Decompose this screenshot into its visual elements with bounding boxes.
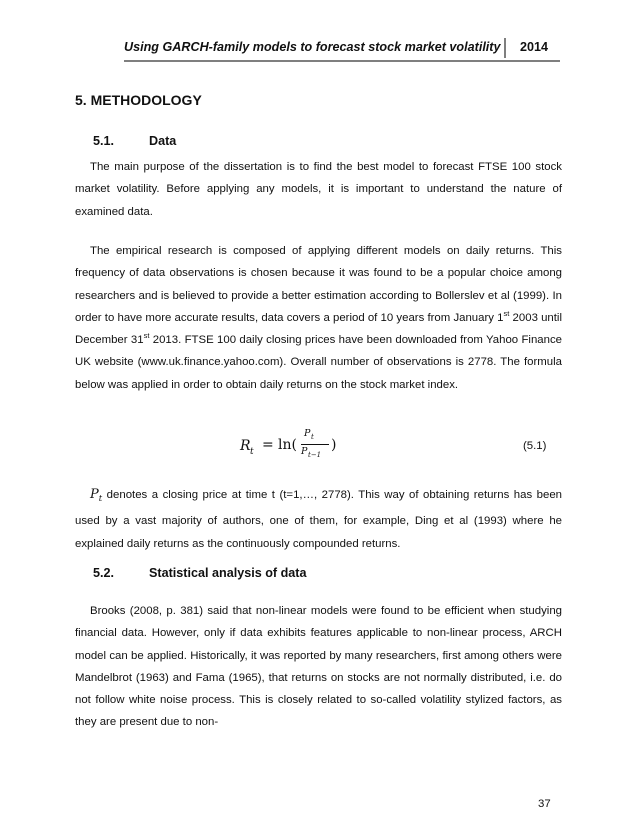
subsection-number: 5.1.	[93, 134, 115, 148]
header-rule	[124, 60, 560, 62]
eq-denominator-sub: t−1	[308, 451, 322, 459]
superscript-st: st	[503, 308, 510, 318]
eq-denominator: P	[301, 446, 308, 457]
symbol-p: P	[90, 487, 99, 502]
paragraph-2	[75, 240, 562, 396]
paragraph-2-text-a: The empirical research is composed of applying different models on daily returns. This frequency of data observations is chosen because it was found to be a popular choice among researchers and is believed to provide a better estimation according to Bollerslev et al (1999). In order to have more accurate results, data covers a period of 10 years from January 1	[75, 245, 562, 324]
running-header-year: 2014	[520, 40, 549, 54]
eq-numerator: P	[304, 428, 311, 439]
paragraph-3	[75, 484, 562, 555]
eq-ln: ln(	[278, 437, 297, 453]
paragraph-1: The main purpose of the dissertation is to find the best model to forecast FTSE 100 stock market volatility. Before applying any models, it is important to understand the nature of examined data.	[75, 161, 562, 218]
subsection-number: 5.2.	[93, 566, 115, 580]
running-header-title: Using GARCH-family models to forecast stock market volatility	[124, 40, 501, 54]
paragraph-2-text-c: 2013. FTSE 100 daily closing prices have been downloaded from Yahoo Finance UK website (www.uk.finance.yahoo.com). Overall number of observations is 2778. The formula below was applied in order to obtain daily returns on the stock market index.	[75, 334, 562, 391]
page-number: 37	[538, 798, 551, 810]
eq-numerator-sub: t	[311, 433, 314, 441]
section-heading: 5. METHODOLOGY	[75, 92, 202, 108]
eq-fraction-bar	[301, 444, 329, 445]
eq-equals: =	[262, 437, 274, 453]
paragraph-4: Brooks (2008, p. 381) said that non-linear models were found to be efficient when studying financial data. However, only if data exhibits features applicable to non-linear process, ARCH model can be applied. Historically, it was reported by many researchers, first among others were Mandelbrot (1963) and Fama (1965), that returns on stocks are not normally distributed, i.e. do not follow white noise process. This is closely related to so-called volatility stylized factors, as they are present due to non-	[75, 605, 562, 729]
equation-label: (5.1)	[523, 440, 547, 452]
eq-lhs-sub: t	[250, 447, 254, 457]
paragraph-2-text-b: 2003 until December 31	[75, 311, 562, 347]
superscript-st: st	[143, 331, 150, 341]
eq-close-paren: )	[331, 437, 337, 453]
symbol-p-sub: t	[98, 494, 103, 504]
header-separator	[504, 38, 506, 58]
subsection-title: Data	[149, 134, 177, 148]
paragraph-3-text: denotes a closing price at time t (t=1,…, 2778). This way of obtaining returns has been used by a vast majority of authors, one of them, for example, Ding et al (1993) where he explained daily returns as the continuously compounded returns.	[75, 489, 562, 550]
eq-lhs: R	[240, 438, 251, 454]
running-header	[124, 38, 560, 60]
subsection-title: Statistical analysis of data	[149, 566, 307, 580]
equation-5-1	[240, 428, 340, 462]
